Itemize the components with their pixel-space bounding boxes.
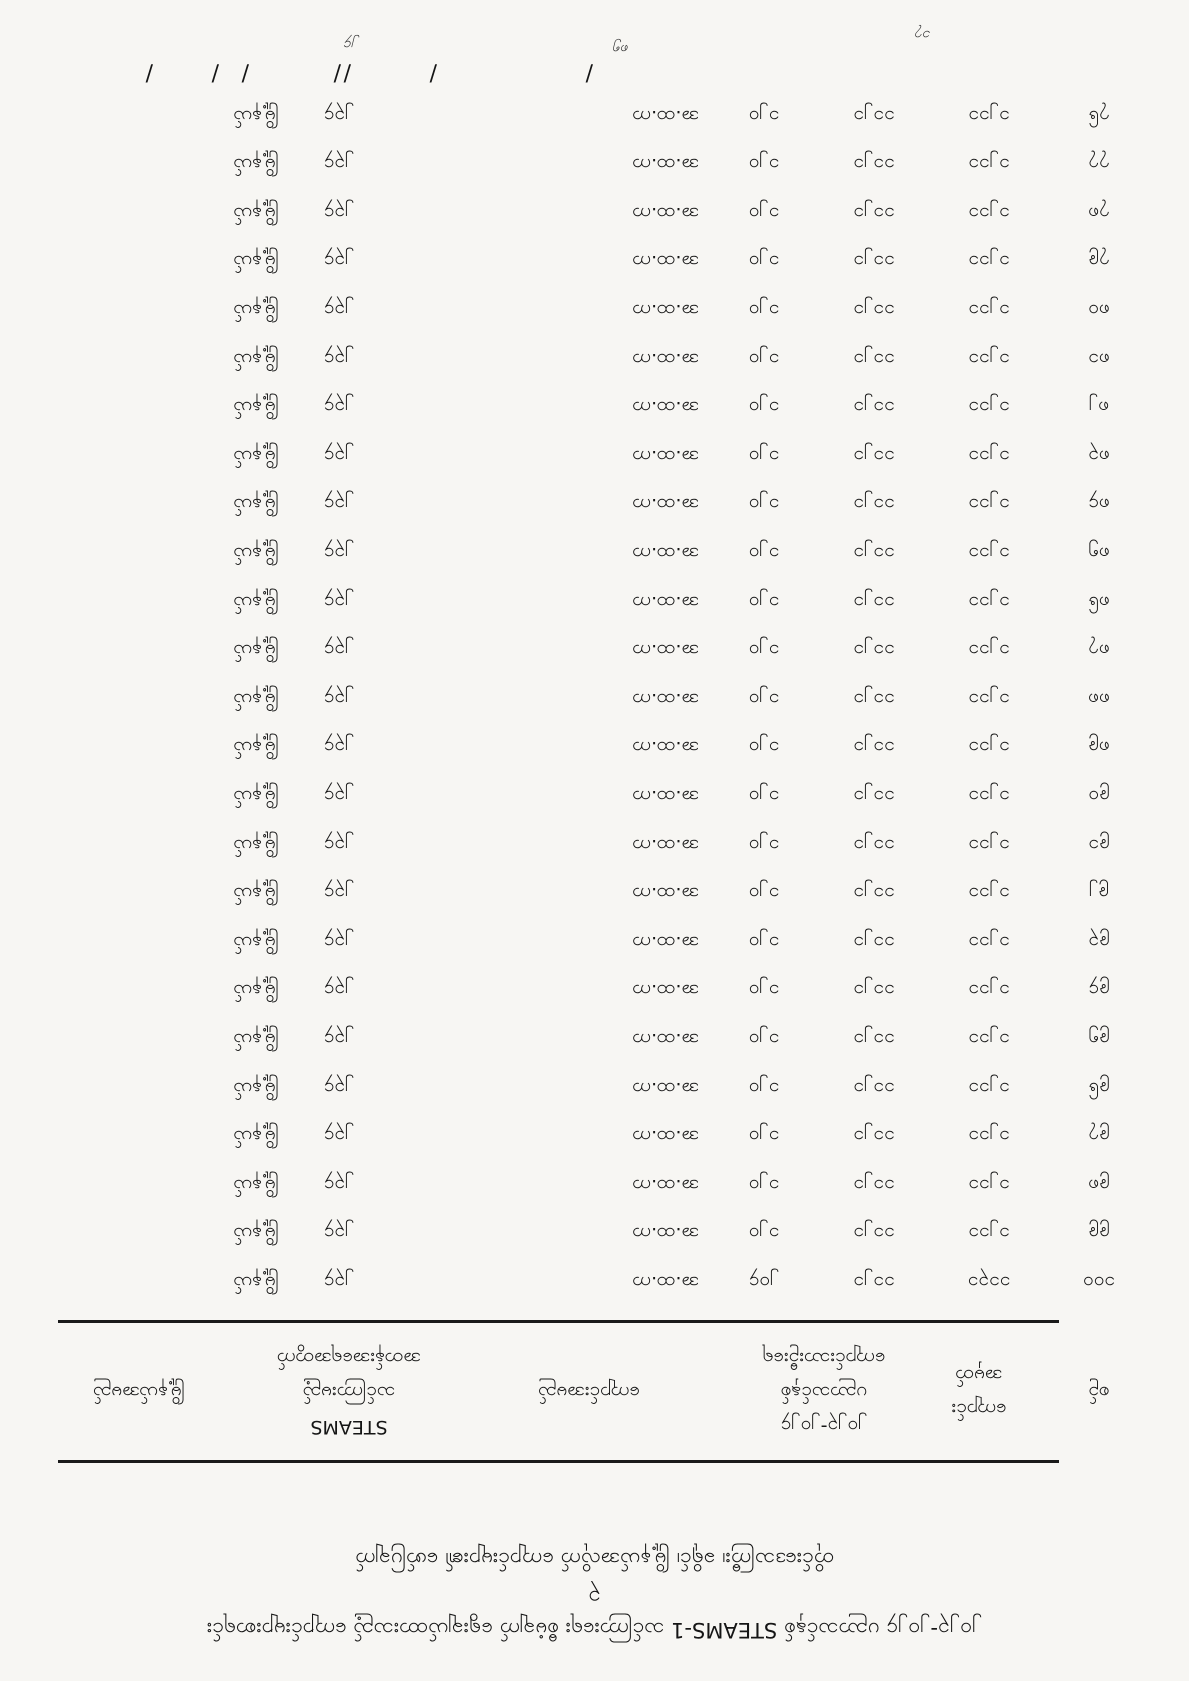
row-school-name: အ.ထ.က	[632, 1174, 699, 1197]
row-students: ၁၂၀	[748, 1077, 780, 1100]
row-school-name: အ.ထ.က	[632, 883, 699, 906]
table-row	[0, 1260, 1189, 1306]
row-region-code: ၂၃၄	[323, 105, 355, 128]
row-students: ၁၂၀	[748, 105, 780, 128]
table-rule-bottom	[58, 1320, 1059, 1323]
row-school-name: အ.ထ.က	[632, 1126, 699, 1149]
table-row	[0, 774, 1189, 820]
header-township	[49, 1337, 229, 1449]
table-row	[0, 1114, 1189, 1160]
table-row	[0, 239, 1189, 285]
row-school-name: အ.ထ.က	[632, 786, 699, 808]
row-no: ၈၂	[1088, 397, 1110, 420]
row-code: ၁၂၁၁	[968, 397, 1010, 420]
row-students: ၁၂၀	[748, 737, 780, 760]
row-no: ၈၉	[1088, 737, 1110, 760]
row-school-name: အ.ထ.က	[632, 202, 699, 225]
row-school-name: အ.ထ.က	[632, 300, 699, 322]
row-code: ၁၂၁၁	[968, 931, 1010, 954]
row-township-name: မြို့နယ်	[233, 786, 279, 808]
document-title: ၂၀၂၃-၂၀၂၄ ပညာသင်နှစ် STEAMS-1 သင်ကြားရေး စီမံချက် ရွေးချယ်ထားသည့် ကျောင်းများစာရင်း	[206, 1618, 983, 1642]
row-students: ၁၂၀	[748, 543, 780, 565]
row-seats: ၁၁၂၁	[853, 105, 895, 128]
header-code-line2: အမှတ်	[955, 1365, 1003, 1387]
row-school-name: အ.ထ.က	[632, 737, 699, 760]
table-row	[0, 920, 1189, 966]
row-region-code: ၂၃၄	[323, 688, 355, 711]
row-school-name: အ.ထ.က	[632, 397, 699, 420]
row-school-name: အ.ထ.က	[632, 834, 699, 857]
table-row	[0, 968, 1189, 1014]
row-region-code: ၂၃၄	[323, 1029, 355, 1051]
row-region-code: ၂၃၄	[323, 640, 355, 663]
row-region-code: ၂၃၄	[323, 445, 355, 468]
page-number: ၃	[588, 1585, 601, 1610]
row-school-name: အ.ထ.က	[632, 1029, 699, 1051]
row-students: ၁၂၀	[748, 591, 780, 614]
row-no: ၈၃	[1088, 445, 1110, 468]
row-region-code: ၂၃၄	[323, 786, 355, 808]
row-no: ၉၁	[1088, 834, 1110, 857]
row-seats: ၁၁၂၁	[853, 786, 895, 808]
row-township-name: မြို့နယ်	[233, 445, 279, 468]
table-row	[0, 94, 1189, 140]
handwritten-mark: ၂၄	[344, 37, 359, 53]
row-students: ၁၂၀	[748, 1029, 780, 1051]
row-code: ၁၂၁၁	[968, 445, 1010, 468]
row-school-name: အ.ထ.က	[632, 543, 699, 565]
row-code: ၁၂၁၁	[968, 300, 1010, 322]
row-students: ၁၂၀	[748, 154, 780, 177]
row-township-name: မြို့နယ်	[233, 300, 279, 322]
row-seats: ၁၁၂၁	[853, 980, 895, 1003]
row-students: ၁၂၀	[748, 980, 780, 1003]
row-seats: ၁၁၂၁	[853, 348, 895, 371]
header-students-line3: ကျောင်းသားဦးရေ	[762, 1348, 886, 1370]
row-seats: ၁၁၂၁	[853, 202, 895, 225]
row-code: ၁၂၁၁	[968, 980, 1010, 1003]
row-region-code: ၂၃၄	[323, 737, 355, 760]
row-seats: ၁၁၂၁	[853, 834, 895, 857]
row-township-name: မြို့နယ်	[233, 688, 279, 711]
row-region-code: ၂၃၄	[323, 1126, 355, 1149]
row-seats: ၁၁၂၁	[853, 1174, 895, 1197]
row-school-name: အ.ထ.က	[632, 931, 699, 954]
row-seats: ၁၁၂၁	[853, 931, 895, 954]
header-seats	[249, 1337, 449, 1449]
row-seats: ၁၁၂၁	[853, 251, 895, 274]
row-region-code: ၂၃၄	[323, 1077, 355, 1100]
row-code: ၁၂၁၁	[968, 1223, 1010, 1246]
row-school-name: အ.ထ.က	[632, 251, 699, 274]
row-school-name: အ.ထ.က	[632, 445, 699, 468]
row-students: ၁၂၀	[748, 251, 780, 274]
row-no: ၉၈	[1088, 1174, 1110, 1197]
row-township-name: မြို့နယ်	[233, 737, 279, 760]
row-code: ၁၂၁၁	[968, 1077, 1010, 1100]
row-seats: ၁၁၂၁	[853, 154, 895, 177]
row-code: ၁၂၁၁	[968, 834, 1010, 857]
header-no-label: စဉ်	[1088, 1382, 1110, 1404]
row-township-name: မြို့နယ်	[233, 883, 279, 906]
table-row	[0, 1163, 1189, 1209]
row-township-name: မြို့နယ်	[233, 591, 279, 614]
row-township-name: မြို့နယ်	[233, 1029, 279, 1051]
row-code: ၁၂၁၁	[968, 640, 1010, 663]
row-township-name: မြို့နယ်	[233, 494, 279, 517]
row-township-name: မြို့နယ်	[233, 1126, 279, 1149]
row-code: ၁၂၁၁	[968, 688, 1010, 711]
row-no: ၇၆	[1088, 105, 1110, 128]
table-row	[0, 288, 1189, 334]
header-seats-line3: အတန်းအရေအတွက်	[277, 1348, 421, 1370]
row-no: ၇၈	[1088, 202, 1110, 225]
row-township-name: မြို့နယ်	[233, 105, 279, 128]
row-region-code: ၂၃၄	[323, 931, 355, 954]
row-region-code: ၂၃၄	[323, 154, 355, 177]
table-row	[0, 628, 1189, 674]
row-township-name: မြို့နယ်	[233, 1272, 279, 1294]
slash-mark: /	[241, 60, 249, 85]
row-region-code: ၂၃၄	[323, 300, 355, 322]
slash-mark: /	[429, 60, 437, 85]
row-region-code: ၂၃၄	[323, 980, 355, 1003]
row-seats: ၁၁၂၁	[853, 640, 895, 663]
row-code: ၁၂၁၁	[968, 154, 1010, 177]
row-no: ၈၇	[1088, 640, 1110, 663]
table-row	[0, 1211, 1189, 1257]
row-seats: ၁၁၂၁	[853, 1223, 895, 1246]
slash-mark: /	[145, 60, 153, 85]
table-row	[0, 142, 1189, 188]
row-region-code: ၂၃၄	[323, 1272, 355, 1294]
row-township-name: မြို့နယ်	[233, 980, 279, 1003]
row-school-name: အ.ထ.က	[632, 348, 699, 371]
row-students: ၁၂၀	[748, 445, 780, 468]
table-row	[0, 677, 1189, 723]
row-code: ၁၂၁၁	[968, 786, 1010, 808]
row-no: ၈၄	[1088, 494, 1110, 517]
table-row	[0, 823, 1189, 869]
row-code: ၁၂၁၁	[968, 1174, 1010, 1197]
row-region-code: ၂၃၄	[323, 1174, 355, 1197]
row-code: ၁၂၁၁	[968, 883, 1010, 906]
row-region-code: ၂၃၄	[323, 883, 355, 906]
slash-mark: /	[333, 60, 341, 85]
row-no: ၉၀	[1088, 786, 1110, 808]
row-school-name: အ.ထ.က	[632, 980, 699, 1003]
table-row	[0, 482, 1189, 528]
table-row	[0, 385, 1189, 431]
table-row	[0, 1017, 1189, 1063]
handwritten-mark: ၈၅	[613, 41, 629, 57]
row-seats: ၁၁၂၁	[853, 543, 895, 565]
table-row	[0, 191, 1189, 237]
row-students: ၁၂၀	[748, 1174, 780, 1197]
slash-mark: /	[211, 60, 219, 85]
row-township-name: မြို့နယ်	[233, 348, 279, 371]
header-code	[924, 1337, 1034, 1449]
header-no	[1069, 1337, 1129, 1449]
row-no: ၈၅	[1088, 543, 1110, 565]
header-students-line2: ပညာသင်နှစ်	[780, 1382, 868, 1404]
row-students: ၁၂၀	[748, 348, 780, 371]
row-seats: ၁၁၂၁	[853, 1272, 895, 1294]
table-row	[0, 580, 1189, 626]
row-no: ၉၇	[1088, 1126, 1110, 1149]
row-students: ၁၂၀	[748, 834, 780, 857]
row-school-name: အ.ထ.က	[632, 1223, 699, 1246]
row-code: ၁၂၁၁	[968, 543, 1010, 565]
row-seats: ၁၁၂၁	[853, 1077, 895, 1100]
table-rule-top	[58, 1460, 1059, 1463]
row-code: ၁၁၃၁	[967, 1272, 1011, 1294]
row-students: ၁၂၀	[748, 494, 780, 517]
row-code: ၁၂၁၁	[968, 105, 1010, 128]
slash-mark: /	[343, 60, 351, 85]
header-seats-line1: STEAMS	[310, 1416, 388, 1438]
row-township-name: မြို့နယ်	[233, 1077, 279, 1100]
row-township-name: မြို့နယ်	[233, 202, 279, 225]
row-seats: ၁၁၂၁	[853, 397, 895, 420]
row-code: ၁၂၁၁	[968, 202, 1010, 225]
row-no: ၉၃	[1088, 931, 1110, 954]
row-township-name: မြို့နယ်	[233, 834, 279, 857]
row-no: ၈၁	[1088, 348, 1110, 371]
document-subtitle: တိုင်းဒေသကြီး၊ ခရိုင်၊ မြို့နယ်အလိုက် ကျောင်းများ၏ ဖော်ပြချက်	[354, 1548, 835, 1572]
row-school-name: အ.ထ.က	[632, 688, 699, 711]
row-township-name: မြို့နယ်	[233, 543, 279, 565]
row-region-code: ၂၃၄	[323, 348, 355, 371]
row-school-name: အ.ထ.က	[632, 105, 699, 128]
row-township-name: မြို့နယ်	[233, 1174, 279, 1197]
row-students: ၁၂၀	[748, 786, 780, 808]
row-no: ၇၇	[1088, 154, 1110, 177]
table-row	[0, 725, 1189, 771]
row-seats: ၁၁၂၁	[853, 1029, 895, 1051]
row-code: ၁၂၁၁	[968, 494, 1010, 517]
row-students: ၁၂၀	[748, 931, 780, 954]
row-region-code: ၂၃၄	[323, 397, 355, 420]
row-code: ၁၂၁၁	[968, 737, 1010, 760]
row-seats: ၁၁၂၁	[853, 300, 895, 322]
row-no: ၉၄	[1088, 980, 1110, 1003]
row-no: ၉၂	[1088, 883, 1110, 906]
header-township-label: မြို့နယ်အမည်	[93, 1382, 185, 1404]
row-no: ၉၅	[1088, 1029, 1110, 1051]
table-row	[0, 531, 1189, 577]
row-school-name: အ.ထ.က	[632, 154, 699, 177]
header-students	[729, 1337, 919, 1449]
header-students-line1: ၂၀၂၃-၂၀၂၄	[780, 1416, 868, 1438]
row-school-name: အ.ထ.က	[632, 1077, 699, 1100]
row-township-name: မြို့နယ်	[233, 251, 279, 274]
row-students: ၁၂၀	[748, 1223, 780, 1246]
row-township-name: မြို့နယ်	[233, 931, 279, 954]
row-students: ၂၀၄	[748, 1272, 780, 1294]
handwritten-mark: ၁၇	[915, 27, 931, 43]
header-school	[489, 1337, 689, 1449]
row-students: ၁၂၀	[748, 397, 780, 420]
row-township-name: မြို့နယ်	[233, 154, 279, 177]
row-code: ၁၂၁၁	[968, 591, 1010, 614]
row-students: ၁၂၀	[748, 883, 780, 906]
row-township-name: မြို့နယ်	[233, 1223, 279, 1246]
row-seats: ၁၁၂၁	[853, 688, 895, 711]
row-region-code: ၂၃၄	[323, 543, 355, 565]
row-students: ၁၂၀	[748, 1126, 780, 1149]
row-region-code: ၂၃၄	[323, 1223, 355, 1246]
row-seats: ၁၁၂၁	[853, 591, 895, 614]
row-no: ၉၉	[1088, 1223, 1110, 1246]
row-code: ၁၂၁၁	[968, 348, 1010, 371]
table-row	[0, 1066, 1189, 1112]
row-seats: ၁၁၂၁	[853, 494, 895, 517]
row-students: ၁၂၀	[748, 202, 780, 225]
row-region-code: ၂၃၄	[323, 251, 355, 274]
row-region-code: ၂၃၄	[323, 202, 355, 225]
row-seats: ၁၁၂၁	[853, 1126, 895, 1149]
row-township-name: မြို့နယ်	[233, 397, 279, 420]
row-no: ၈၀	[1088, 300, 1110, 322]
row-school-name: အ.ထ.က	[632, 640, 699, 663]
table-row	[0, 337, 1189, 383]
row-students: ၁၂၀	[748, 688, 780, 711]
row-no: ၈၆	[1088, 591, 1110, 614]
row-region-code: ၂၃၄	[323, 591, 355, 614]
row-region-code: ၂၃၄	[323, 494, 355, 517]
header-code-line1: ကျောင်း	[951, 1399, 1007, 1421]
row-township-name: မြို့နယ်	[233, 640, 279, 663]
row-no: ၇၉	[1088, 251, 1110, 274]
slash-mark: /	[585, 60, 593, 85]
row-region-code: ၂၃၄	[323, 834, 355, 857]
row-school-name: အ.ထ.က	[632, 591, 699, 614]
header-seats-line2: သင်ကြားမည့်	[302, 1382, 396, 1404]
header-school-label: ကျောင်းအမည်	[538, 1382, 640, 1404]
row-seats: ၁၁၂၁	[853, 445, 895, 468]
row-no: ၈၈	[1088, 688, 1110, 711]
row-school-name: အ.ထ.က	[632, 494, 699, 517]
row-seats: ၁၁၂၁	[853, 737, 895, 760]
row-no: ၉၆	[1088, 1077, 1110, 1100]
table-row	[0, 871, 1189, 917]
row-students: ၁၂၀	[748, 300, 780, 322]
row-seats: ၁၁၂၁	[853, 883, 895, 906]
row-school-name: အ.ထ.က	[632, 1272, 699, 1294]
row-code: ၁၂၁၁	[968, 1126, 1010, 1149]
row-students: ၁၂၀	[748, 640, 780, 663]
table-row	[0, 434, 1189, 480]
row-no: ၁၀၀	[1082, 1272, 1116, 1294]
row-code: ၁၂၁၁	[968, 251, 1010, 274]
row-code: ၁၂၁၁	[968, 1029, 1010, 1051]
